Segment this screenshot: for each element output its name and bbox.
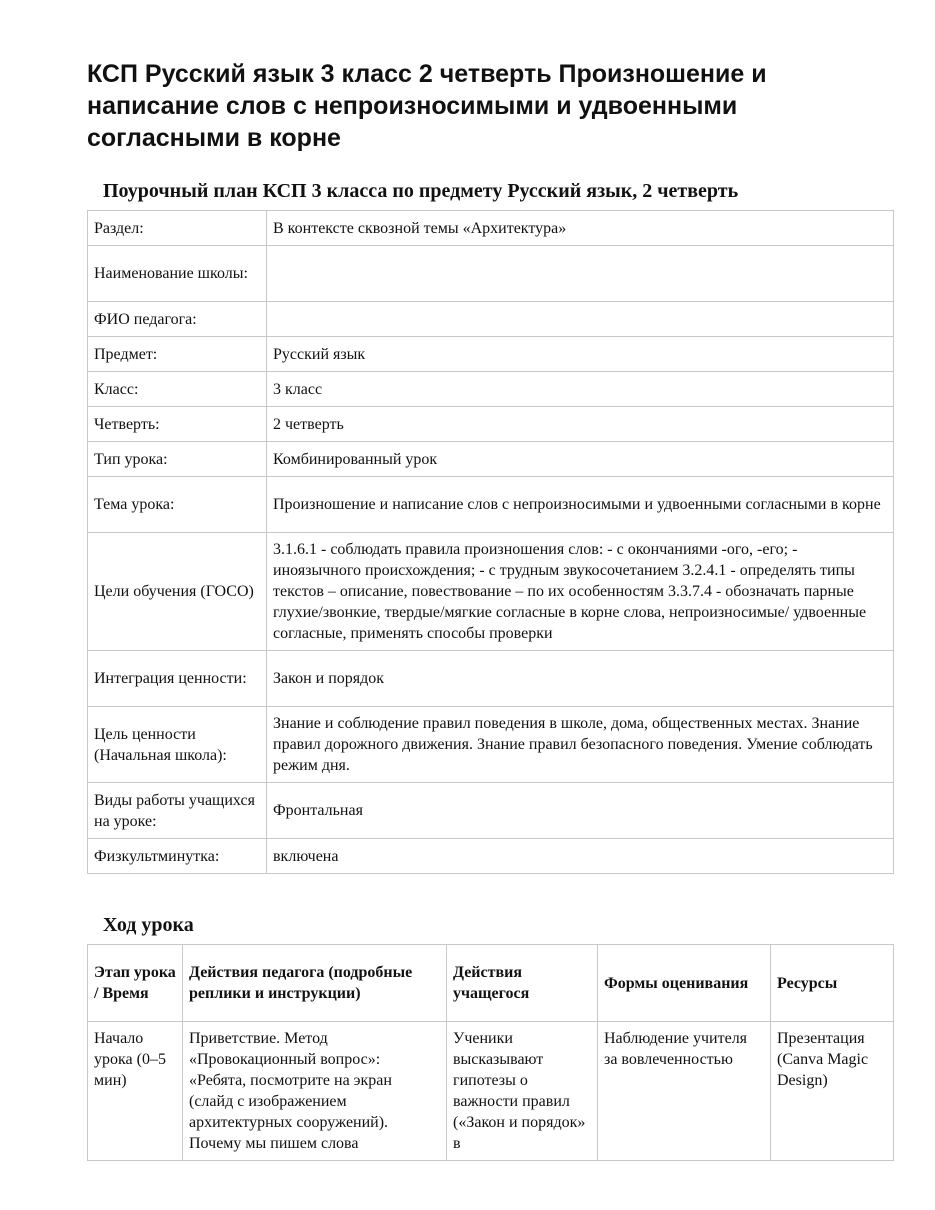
row-value: Знание и соблюдение правил поведения в школе, дома, общественных местах. Знание правил дорожного движения. Знание правил безопасного поведения. Умение соблюдать режим дня.	[267, 707, 894, 783]
row-value: 2 четверть	[267, 407, 894, 442]
row-value: Русский язык	[267, 337, 894, 372]
column-header-resources: Ресурсы	[771, 945, 894, 1022]
cell-assessment	[598, 1022, 771, 1161]
table-row	[88, 337, 894, 372]
table-row	[88, 707, 894, 783]
table-row	[88, 533, 894, 651]
table-row	[88, 246, 894, 302]
lesson-progress-table	[87, 944, 894, 1161]
row-value: 3 класс	[267, 372, 894, 407]
cell-text: Ученики высказывают гипотезы о важности правил («Закон и порядок» в	[453, 1030, 586, 1152]
row-label: Виды работы учащихся на уроке:	[88, 783, 267, 839]
column-header-student-actions: Действия учащегося	[447, 945, 598, 1022]
row-value: Фронтальная	[267, 783, 894, 839]
document-title: КСП Русский язык 3 класс 2 четверть Произношение и написание слов с непроизносимыми и удвоенными согласными в корне	[87, 60, 767, 152]
cell-text: Наблюдение учителя за вовлеченностью	[604, 1030, 748, 1068]
cell-student-actions	[447, 1022, 598, 1161]
row-label: Класс:	[88, 372, 267, 407]
cell-stage	[88, 1022, 183, 1161]
row-label: Тип урока:	[88, 442, 267, 477]
table-row	[88, 651, 894, 707]
row-label: Предмет:	[88, 337, 267, 372]
table-row	[88, 442, 894, 477]
lesson-plan-table	[87, 210, 894, 874]
row-value: 3.1.6.1 - соблюдать правила произношения слов: - с окончаниями -ого, -его; - иноязычного происхождения; - с трудным звукосочетанием 3.2.4.1 - определять типы текстов – описание, повествование – по их особенностям 3.3.7.4 - обозначать парные глухие/звонкие, твердые/мягкие согласные в корне слова, непроизносимые/ удвоенные согласные, применять способы проверки	[267, 533, 894, 651]
table-row	[88, 302, 894, 337]
table-row	[88, 839, 894, 874]
row-value	[267, 302, 894, 337]
row-label: Цель ценности (Начальная школа):	[88, 707, 267, 783]
row-value: В контексте сквозной темы «Архитектура»	[267, 211, 894, 246]
cell-resources	[771, 1022, 894, 1161]
row-label: Цели обучения (ГОСО)	[88, 533, 267, 651]
column-header-teacher-actions: Действия педагога (подробные реплики и инструкции)	[183, 945, 447, 1022]
table-row	[88, 372, 894, 407]
cell-text: Приветствие. Метод «Провокационный вопрос»: «Ребята, посмотрите на экран (слайд с изображением архитектурных сооружений). Почему мы пишем слова	[189, 1030, 392, 1152]
table-row	[88, 407, 894, 442]
cell-text: Начало урока (0–5 мин)	[94, 1030, 166, 1089]
table-row	[88, 477, 894, 533]
table-row	[88, 1022, 894, 1161]
row-label: ФИО педагога:	[88, 302, 267, 337]
row-value: Произношение и написание слов с непроизносимыми и удвоенными согласными в корне	[267, 477, 894, 533]
progress-heading: Ход урока	[103, 914, 194, 936]
row-label: Раздел:	[88, 211, 267, 246]
row-value: Закон и порядок	[267, 651, 894, 707]
row-label: Тема урока:	[88, 477, 267, 533]
column-header-stage: Этап урока / Время	[88, 945, 183, 1022]
table-row	[88, 211, 894, 246]
row-label: Физкультминутка:	[88, 839, 267, 874]
row-value: включена	[267, 839, 894, 874]
plan-heading: Поурочный план КСП 3 класса по предмету Русский язык, 2 четверть	[103, 180, 739, 202]
row-label: Наименование школы:	[88, 246, 267, 302]
row-value: Комбинированный урок	[267, 442, 894, 477]
cell-teacher-actions	[183, 1022, 447, 1161]
table-header-row	[88, 945, 894, 1022]
row-value	[267, 246, 894, 302]
row-label: Четверть:	[88, 407, 267, 442]
cell-text: Презентация (Canva Magic Design)	[777, 1030, 869, 1089]
row-label: Интеграция ценности:	[88, 651, 267, 707]
table-row	[88, 783, 894, 839]
column-header-assessment: Формы оценивания	[598, 945, 771, 1022]
